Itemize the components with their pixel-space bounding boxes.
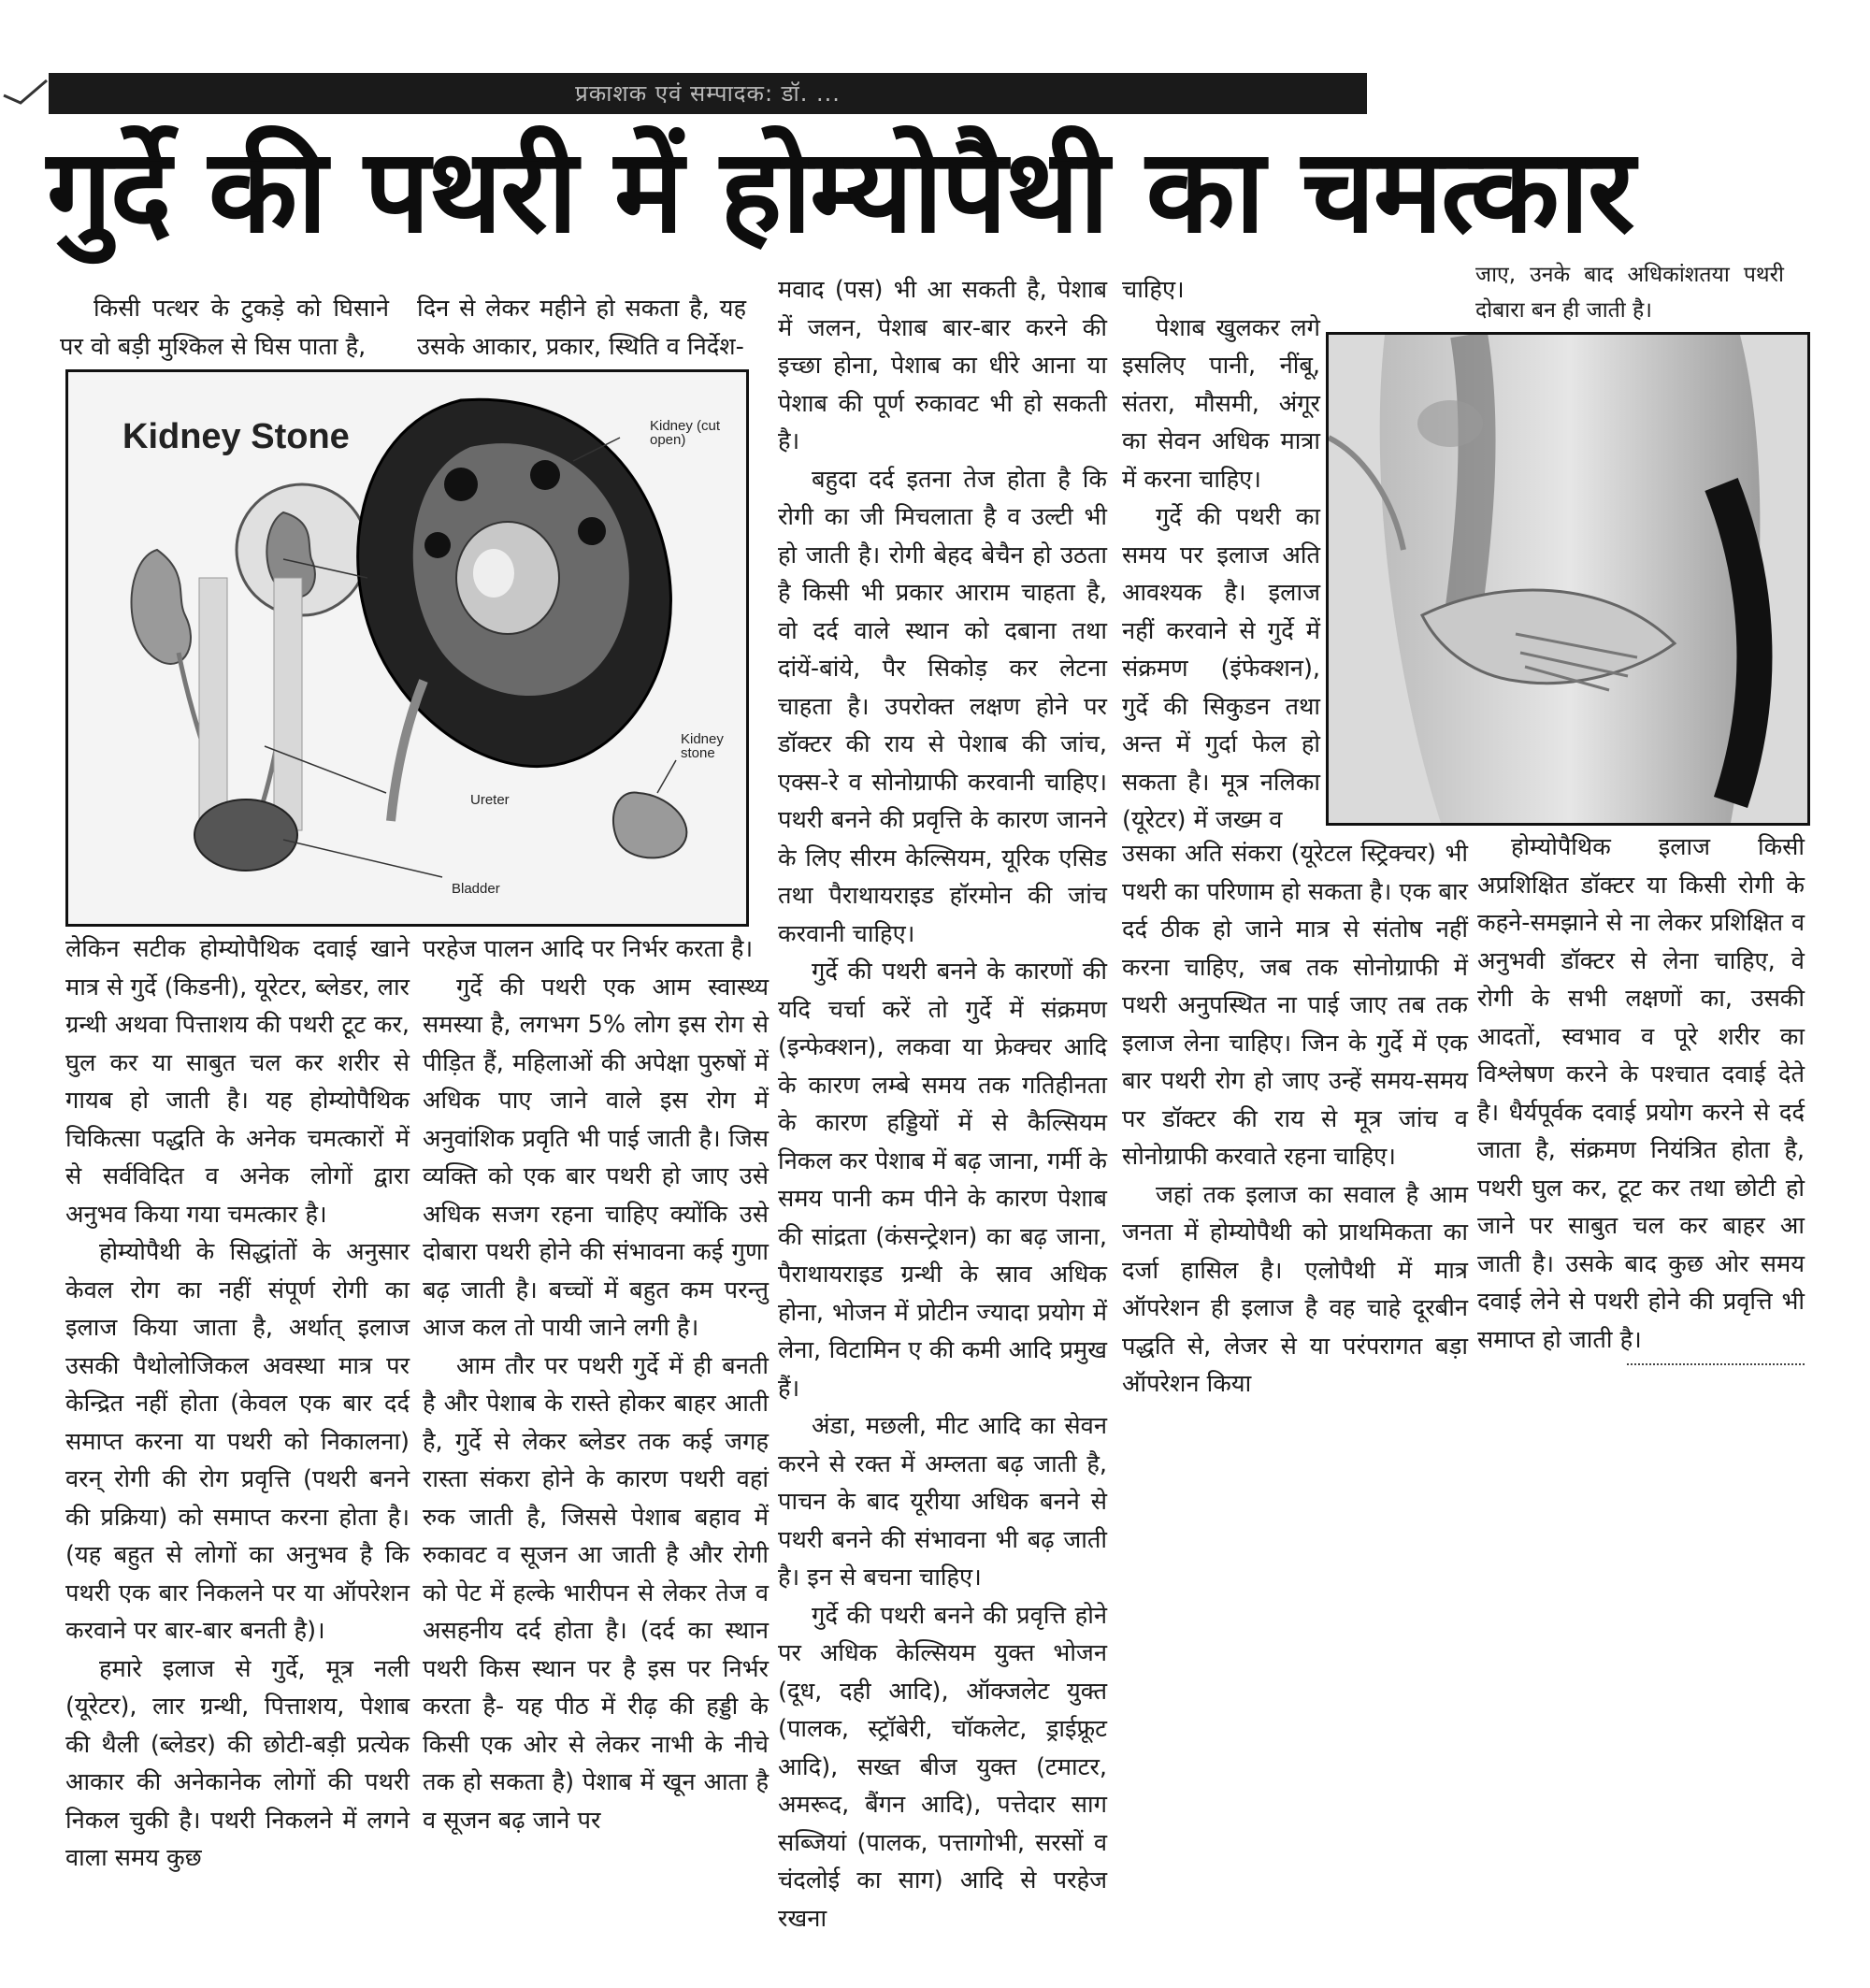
col2-top-paragraph: दिन से लेकर महीने हो सकता है, यह उसके आकार, प्रकार, स्थिति व निर्देश- — [417, 295, 746, 361]
column-2 — [423, 930, 769, 1839]
col3-paragraph-4: अंडा, मछली, मीट आदि का सेवन करने से रक्त में अम्लता बढ़ जाती है, पाचन के बाद यूरीया अधिक बनने से पथरी बनने की संभावना भी बढ़ जाती है। इन से बचना चाहिए। — [778, 1412, 1107, 1592]
col2-top — [417, 290, 746, 366]
col4-paragraph-3: गुर्दे की पथरी का समय पर इलाज अति आवश्यक है। इलाज नहीं करवाने से गुर्दे में संक्रमण (इंफेक्शन), गुर्दे की सिकुडन तथा अन्त में गुर्दा फेल हो सकता है। मूत्र नलिका (यूरेटर) में जख्म व — [1122, 503, 1320, 834]
col1-paragraph-3: हमारे इलाज से गुर्दे, मूत्र नली (यूरेटर), लार ग्रन्थी, पित्ताशय, पेशाब की थैली (ब्लेडर) की छोटी-बड़ी प्रत्येक आकार की अनेकानेक लोगों की पथरी निकल चुकी है। पथरी निकलने में लगने वाला समय कुछ — [65, 1654, 410, 1872]
col1-top — [60, 290, 389, 366]
col1-top-paragraph: किसी पत्थर के टुकड़े को घिसाने पर वो बड़ी मुश्किल से घिस पाता है, — [60, 295, 389, 361]
column-3 — [778, 271, 1107, 1938]
figure-title: Kidney Stone — [122, 417, 350, 456]
label-kidney-cut-open: Kidney (cut open) — [650, 418, 721, 448]
column-4-bottom — [1122, 835, 1468, 1404]
col5-paragraph-1: होम्योपैथिक इलाज किसी अप्रशिक्षित डॉक्टर या किसी रोगी के कहने-समझाने से ना लेकर प्रशिक्षित व अनुभवी डॉक्टर से लेना चाहिए, वे रोगी के सभी लक्षणों का, उसकी आदतों, स्वभाव व पूरे शरीर का विश्लेषण करने के पश्चात दवाई देते है। धैर्यपूर्वक दवाई प्रयोग करने से दर्द जाता है, संक्रमण नियंत्रित होता है, पथरी घुल कर, टूट कर तथा छोटी हो जाने पर साबुत चल कर बाहर आ जाती है। उसके बाद कुछ ओर समय दवाई लेने से पथरी होने की प्रवृत्ति भी समाप्त हो जाती है। — [1477, 833, 1805, 1354]
column-4-top — [1122, 271, 1320, 840]
col4-paragraph-4: उसका अति संकरा (यूरेटल स्ट्रिक्चर) भी पथरी का परिणाम हो सकता है। एक बार दर्द ठीक हो जाने मात्र से संतोष नहीं करना चाहिए, जब तक सोनोग्राफी में पथरी अनुपस्थित ना पाई जाए तब तक इलाज लेना चाहिए। जिन के गुर्दे में एक बार पथरी रोग हो जाए उन्हें समय-समय पर डॉक्टर की राय से मूत्र जांच व सोनोग्राफी करवाते रहना चाहिए। — [1122, 840, 1468, 1171]
back-pain-illustration — [1329, 335, 1807, 823]
label-ureter: Ureter — [470, 792, 510, 808]
article-end-rule — [1627, 1363, 1805, 1365]
col2-paragraph-3: आम तौर पर पथरी गुर्दे में ही बनती है और पेशाब के रास्ते होकर बाहर आती है, गुर्दे से लेकर ब्लेडर तक कई जगह रास्ता संकरा होने के कारण पथरी वहां रुक जाती है, जिससे पेशाब बहाव में रुकावट व सूजन आ जाती है और रोगी को पेट में हल्के भारीपन से लेकर तेज व असहनीय दर्द होता है। (दर्द का स्थान पथरी किस स्थान पर है इस पर निर्भर करता है- यह पीठ में रीढ़ की हड्डी के किसी एक ओर से लेकर नाभी के नीचे तक हो सकता है) पेशाब में खून आता है व सूजन बढ़ जाने पर — [423, 1351, 769, 1835]
col3-paragraph-2: बहुदा दर्द इतना तेज होता है कि रोगी का जी मिचलाता है व उल्टी भी हो जाती है। रोगी बेहद बेचैन हो उठता है किसी भी प्रकार आराम चाहता है, वो दर्द वाले स्थान को दबाना तथा दांयें-बांये, पैर सिकोड़ कर लेटना चाहता है। उपरोक्त लक्षण होने पर डॉक्टर की राय से पेशाब की जांच, एक्स-रे व सोनोग्राफी करवानी चाहिए। पथरी बनने की प्रवृत्ति के कारण जानने के लिए सीरम केल्सियम, यूरिक एसिड तथा पैराथायराइड हॉरमोन की जांच करवानी चाहिए। — [778, 465, 1107, 948]
col2-paragraph-2: गुर्दे की पथरी एक आम स्वास्थ्य समस्या है, लगभग 5% लोग इस रोग से पीड़ित हैं, महिलाओं की अपेक्षा पुरुषों में अधिक पाए जाने वाले इस रोग में अनुवांशिक प्रवृति भी पाई जाती है। जिस व्यक्ति को एक बार पथरी हो जाए उसे अधिक सजग रहना चाहिए क्योंकि उसे दोबारा पथरी होने की संभावना कई गुणा बढ़ जाती है। बच्चों में बहुत कम परन्तु आज कल तो पायी जाने लगी है। — [423, 972, 769, 1342]
col1-paragraph-1: लेकिन सटीक होम्योपैथिक दवाई खाने मात्र से गुर्दे (किडनी), यूरेटर, ब्लेडर, लार ग्रन्थी अथवा पित्ताशय की पथरी टूट कर, घुल कर या साबुत चल कर शरीर से गायब हो जाती है। यह होम्योपैथिक चिकित्सा पद्धति के अनेक चमत्कारों में से सर्वविदित व अनेक लोगों द्वारा अनुभव किया गया चमत्कार है। — [65, 935, 410, 1229]
col3-paragraph-3: गुर्दे की पथरी बनने के कारणों की यदि चर्चा करें तो गुर्दे में संक्रमण (इन्फेक्शन), लकवा या फ्रेक्चर आदि के कारण लम्बे समय तक गतिहीनता के कारण हड्डियों में से कैल्सियम निकल कर पेशाब में बढ़ जाना, गर्मी के समय पानी कम पीने के कारण पेशाब की सांद्रता (कंसन्ट्रेशन) का बढ़ जाना, पैराथायराइड ग्रन्थी के स्राव अधिक होना, भोजन में प्रोटीन ज्यादा प्रयोग में लेना, विटामिन ए की कमी आदि प्रमुख हैं। — [778, 958, 1107, 1403]
column-5-top — [1475, 257, 1784, 328]
back-pain-photo — [1326, 332, 1810, 826]
col5-top-paragraph: जाए, उनके बाद अधिकांशतया पथरी दोबारा बन ही जाती है। — [1475, 263, 1784, 323]
col4-paragraph-1: चाहिए। — [1122, 276, 1185, 304]
col4-paragraph-2: पेशाब खुलकर लगे इसलिए पानी, नींबू, संतरा, मौसमी, अंगूर का सेवन अधिक मात्रा में करना चाहिए। — [1122, 313, 1320, 494]
headline: गुर्दे की पथरी में होम्योपैथी का चमत्कार — [47, 124, 1633, 259]
col2-paragraph-1: परहेज पालन आदि पर निर्भर करता है। — [423, 935, 754, 963]
col3-paragraph-1: मवाद (पस) भी आ सकती है, पेशाब में जलन, पेशाब बार-बार करने की इच्छा होना, पेशाब का धीरे आना या पेशाब की पूर्ण रुकावट भी हो सकती है। — [778, 276, 1107, 455]
col3-paragraph-5: गुर्दे की पथरी बनने की प्रवृत्ति होने पर अधिक केल्सियम युक्त भोजन (दूध, दही आदि), ऑक्जलेट युक्त (पालक, स्ट्रॉबेरी, चॉकलेट, ड्राईफ्रूट आदि), सख्त बीज युक्त (टमाटर, अमरूद, बैंगन आदि), पत्तेदार साग सब्जियां (पालक, पत्तागोभी, सरसों व चंदलोई का साग) आदि से परहेज रखना — [778, 1601, 1107, 1933]
label-kidney-stone: Kidney stone — [681, 731, 724, 761]
col1-paragraph-2: होम्योपैथी के सिद्धांतों के अनुसार केवल रोग का नहीं संपूर्ण रोगी का इलाज किया जाता है, अर्थात् इलाज उसकी पैथोलोजिकल अवस्था मात्र पर केन्द्रित नहीं होता (केवल एक बार दर्द समाप्त करना या पथरी को निकालना) वरन् रोगी की रोग प्रवृत्ति (पथरी बनने की प्रक्रिया) को समाप्त करना होता है। (यह बहुत से लोगों का अनुभव है कि पथरी एक बार निकलने पर या ऑपरेशन करवाने पर बार-बार बनती है)। — [65, 1238, 410, 1645]
col4-paragraph-5: जहां तक इलाज का सवाल है आम जनता में होम्योपैथी को प्राथमिकता का दर्जा हासिल है। एलोपैथी में मात्र ऑपरेशन ही इलाज है वह चाहे दूरबीन पद्धति से, लेजर से या परंपरागत बड़ा ऑपरेशन किया — [1122, 1180, 1468, 1398]
publisher-strip: प्रकाशक एवं सम्पादक: डॉ. ... — [49, 73, 1367, 114]
column-5-bottom — [1477, 828, 1805, 1359]
label-bladder: Bladder — [452, 881, 500, 897]
corner-tick-mark — [0, 75, 52, 112]
kidney-stone-figure — [65, 369, 749, 927]
column-1 — [65, 930, 410, 1878]
